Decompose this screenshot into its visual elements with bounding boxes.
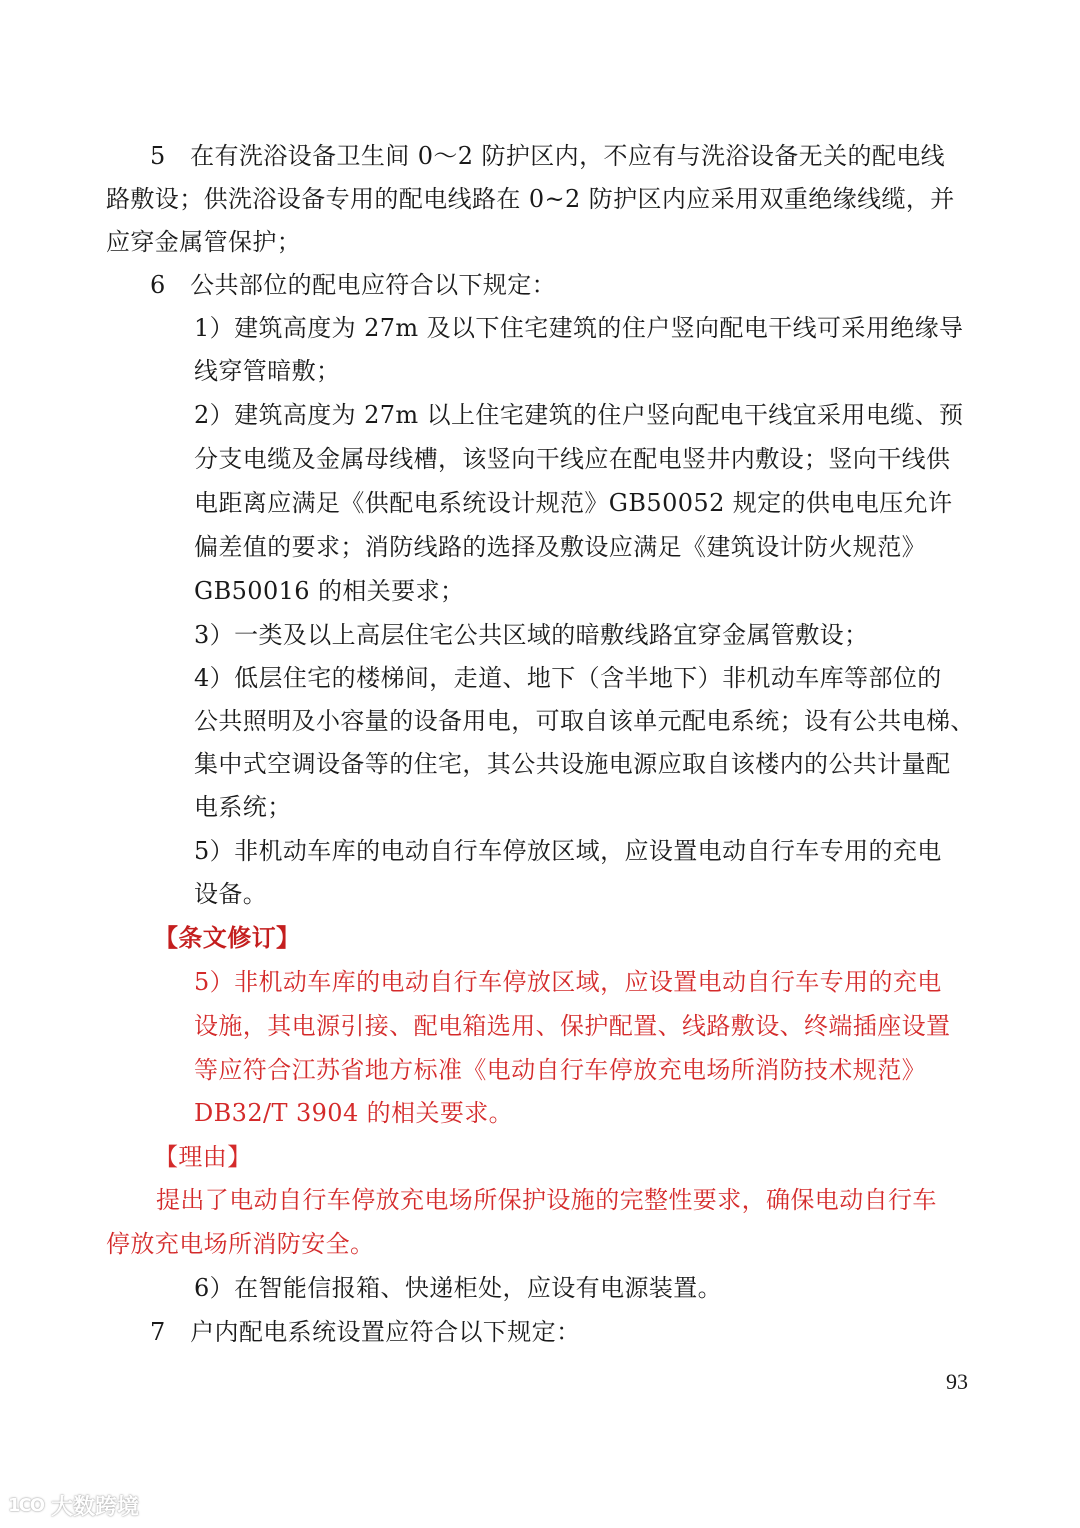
text-line: 电系统； bbox=[194, 793, 292, 821]
text-line: 4）低层住宅的楼梯间，走道、地下（含半地下）非机动车库等部位的 bbox=[194, 664, 942, 692]
page-number: 93 bbox=[946, 1369, 968, 1394]
text-line: 电距离应满足《供配电系统设计规范》GB50052 规定的供电电压允许 bbox=[194, 489, 953, 517]
text-line: 3）一类及以上高层住宅公共区域的暗敷线路宜穿金属管敷设； bbox=[194, 621, 869, 649]
text-line: GB50016 的相关要求； bbox=[194, 577, 465, 605]
text-line: 6）在智能信报箱、快递柜处，应设有电源装置。 bbox=[194, 1274, 723, 1302]
reason-line: 停放充电场所消防安全。 bbox=[106, 1230, 375, 1258]
text-line: 5）非机动车库的电动自行车停放区域，应设置电动自行车专用的充电 bbox=[194, 837, 942, 865]
reason-line: 提出了电动自行车停放充电场所保护设施的完整性要求，确保电动自行车 bbox=[156, 1186, 937, 1214]
text-line: 线穿管暗敷； bbox=[194, 357, 341, 385]
revision-line: 5）非机动车库的电动自行车停放区域，应设置电动自行车专用的充电 bbox=[194, 968, 942, 996]
text-line: 应穿金属管保护； bbox=[106, 228, 302, 256]
text-line: 设备。 bbox=[194, 880, 268, 908]
reason-heading: 【理由】 bbox=[154, 1143, 252, 1171]
revision-heading: 【条文修订】 bbox=[154, 923, 301, 952]
text-line: 6 公共部位的配电应符合以下规定： bbox=[150, 271, 557, 299]
revision-line: 等应符合江苏省地方标准《电动自行车停放充电场所消防技术规范》 bbox=[194, 1056, 926, 1084]
watermark-text: 大数跨境 bbox=[51, 1495, 140, 1520]
text-line: 偏差值的要求；消防线路的选择及敷设应满足《建筑设计防火规范》 bbox=[194, 533, 926, 561]
text-line: 公共照明及小容量的设备用电，可取自该单元配电系统；设有公共电梯、 bbox=[194, 707, 975, 735]
text-line: 分支电缆及金属母线槽，该竖向干线应在配电竖井内敷设；竖向干线供 bbox=[194, 445, 951, 473]
text-line: 2）建筑高度为 27m 以上住宅建筑的住户竖向配电干线宜采用电缆、预 bbox=[194, 401, 964, 429]
revision-line: DB32/T 3904 的相关要求。 bbox=[194, 1099, 514, 1127]
text-line: 集中式空调设备等的住宅，其公共设施电源应取自该楼内的公共计量配 bbox=[194, 750, 951, 778]
watermark-logo-icon: 1CO bbox=[8, 1495, 44, 1516]
watermark bbox=[8, 1490, 139, 1521]
text-line: 路敷设；供洗浴设备专用的配电线路在 0~2 防护区内应采用双重绝缘线缆，并 bbox=[106, 185, 955, 213]
revision-line: 设施，其电源引接、配电箱选用、保护配置、线路敷设、终端插座设置 bbox=[194, 1012, 951, 1040]
text-line: 5 在有洗浴设备卫生间 0～2 防护区内，不应有与洗浴设备无关的配电线 bbox=[150, 142, 946, 170]
text-line: 7 户内配电系统设置应符合以下规定： bbox=[150, 1318, 581, 1346]
text-line: 1）建筑高度为 27m 及以下住宅建筑的住户竖向配电干线可采用绝缘导 bbox=[194, 314, 964, 342]
